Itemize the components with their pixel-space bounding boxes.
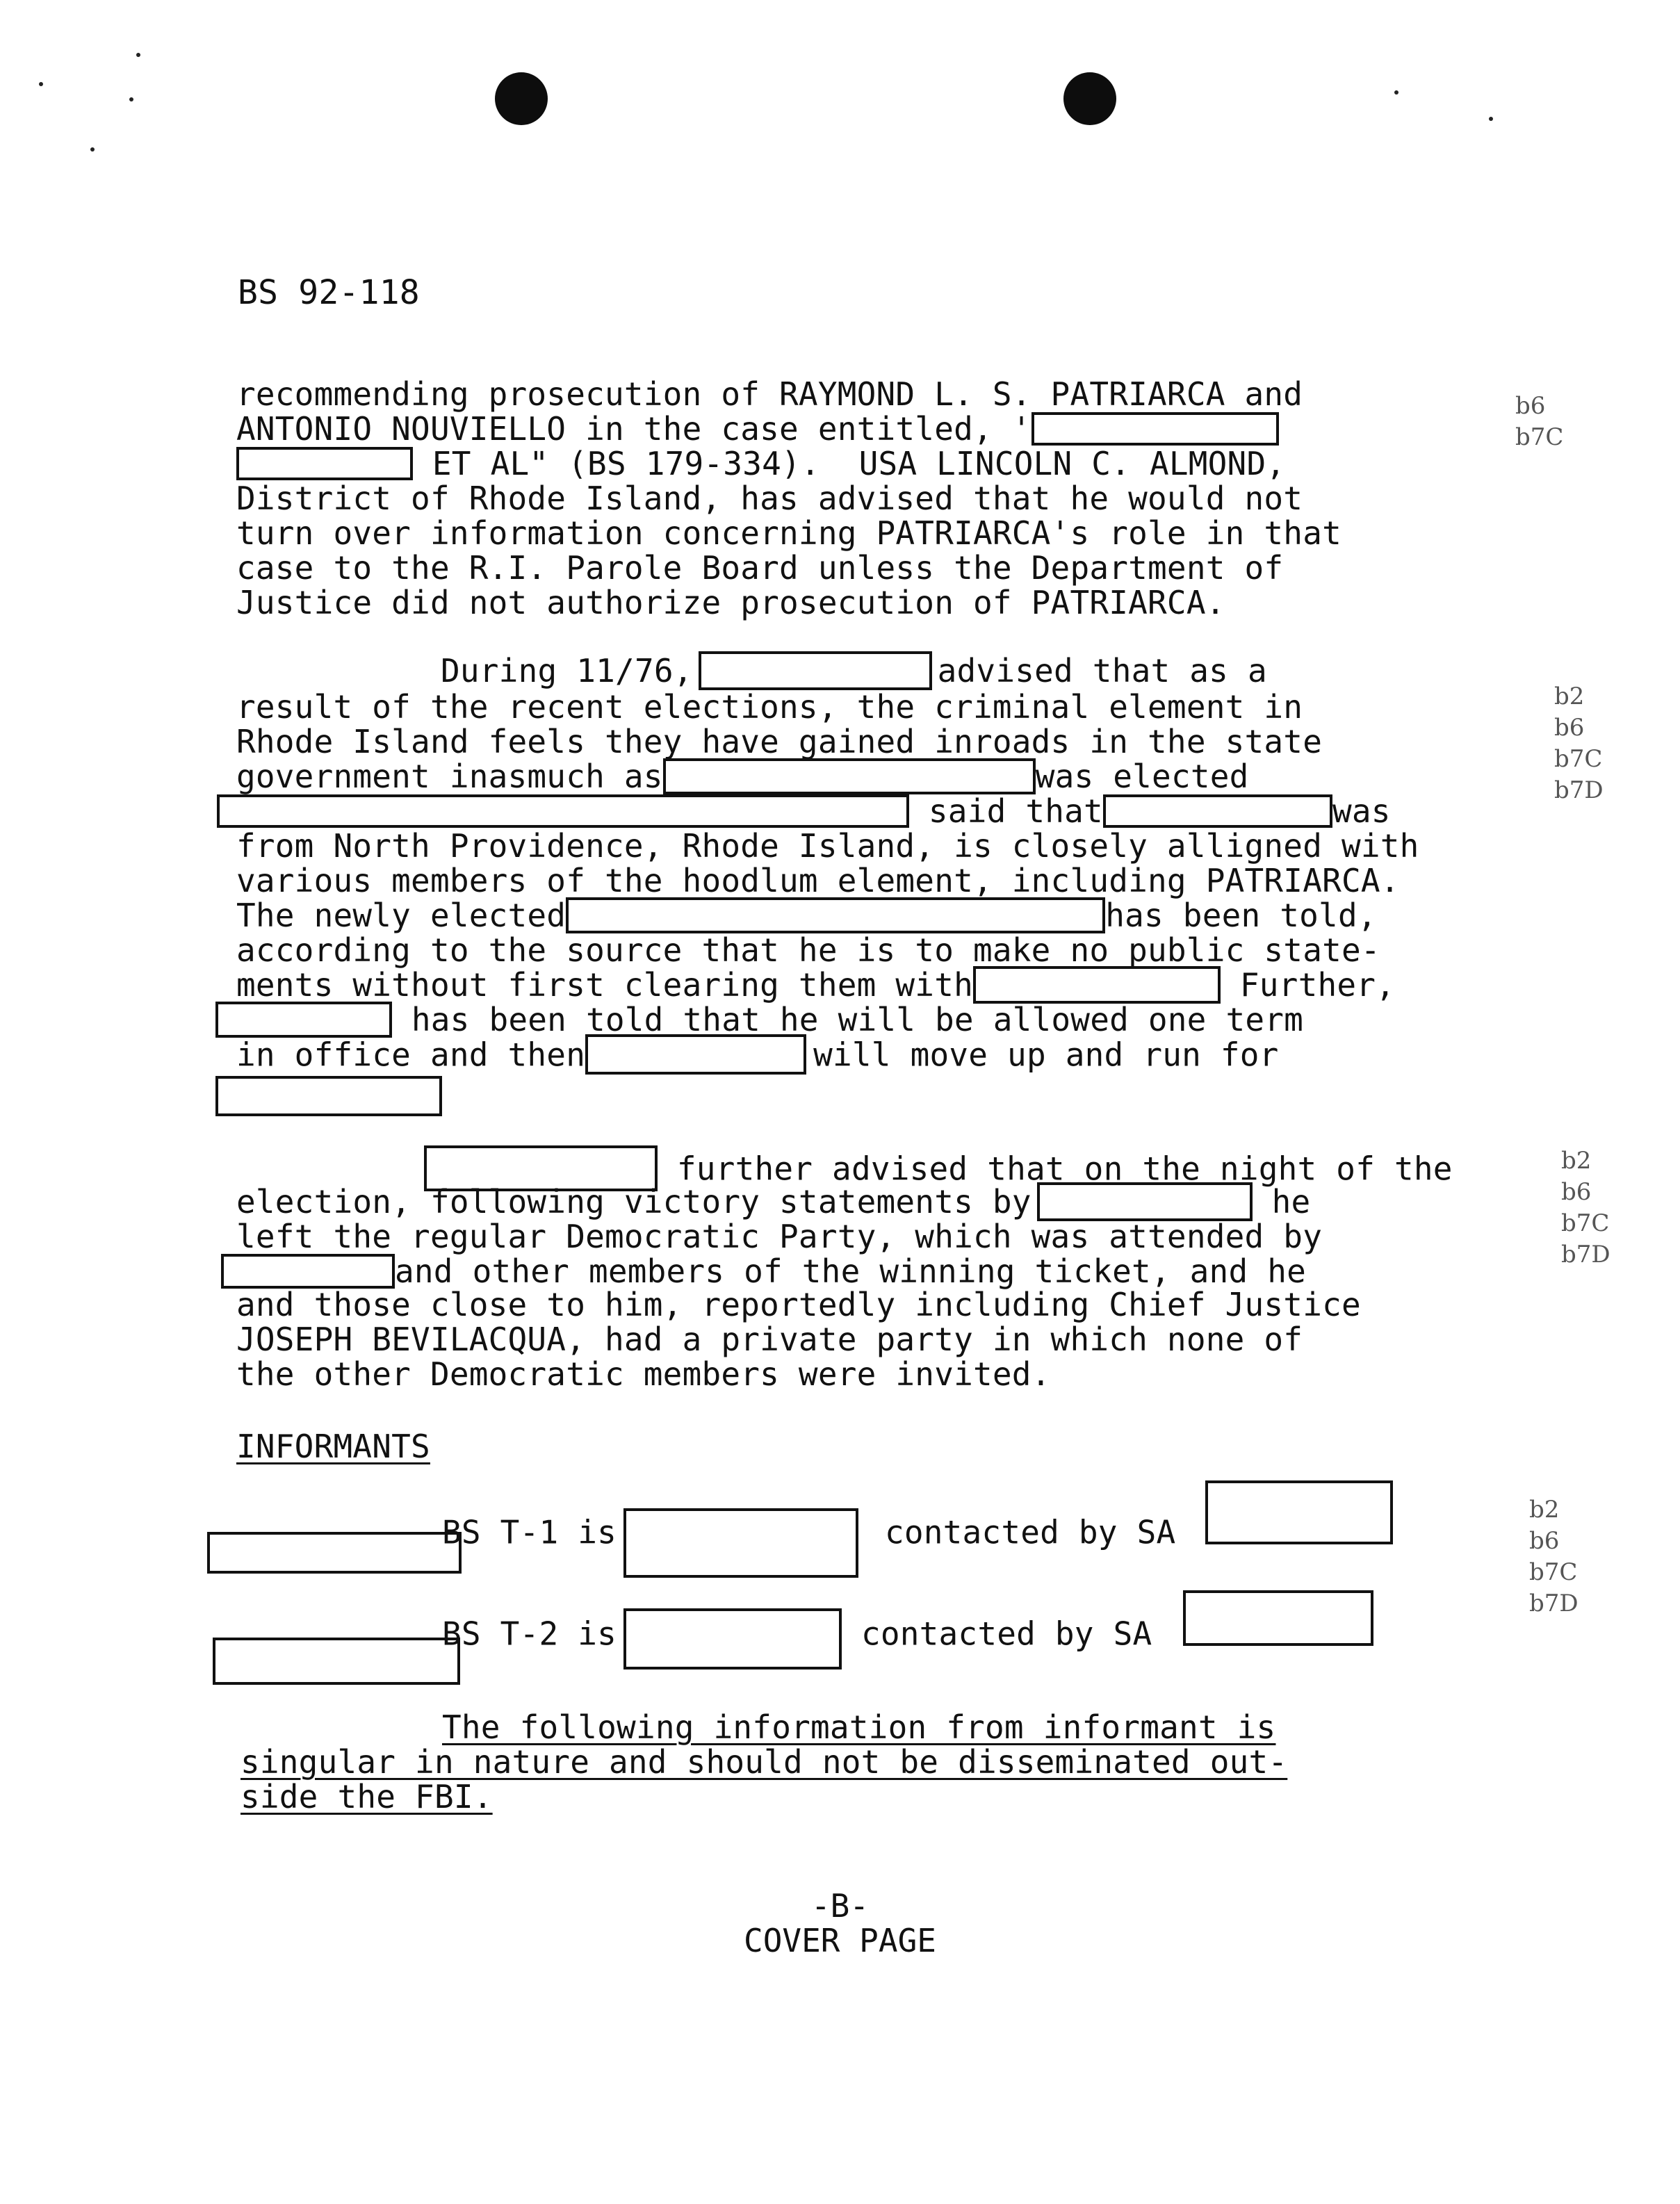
p1-line-5: turn over information concerning PATRIARCA's role in that xyxy=(236,514,1341,552)
p1-line-7: Justice did not authorize prosecution of PATRIARCA. xyxy=(236,584,1225,621)
speck xyxy=(39,82,43,86)
informant-t2-contact: contacted by SA xyxy=(842,1615,1152,1653)
p1-line-3 xyxy=(236,446,1285,483)
p2-line-6: from North Providence, Rhode Island, is closely alligned with xyxy=(236,827,1419,865)
p2-line-3: Rhode Island feels they have gained inroads in the state xyxy=(236,723,1323,760)
p2-line-4a: government inasmuch as xyxy=(236,758,663,795)
redaction-box xyxy=(1037,1182,1253,1221)
p2-line-5 xyxy=(217,794,1391,831)
redaction-box xyxy=(207,1532,462,1574)
p1-line-6: case to the R.I. Parole Board unless the Department of xyxy=(236,549,1284,587)
redaction-box xyxy=(623,1608,842,1670)
p2-line-2: result of the recent elections, the criminal element in xyxy=(236,688,1303,726)
p3-line-2a: election, following victory statements by xyxy=(236,1183,1031,1221)
exemption-code: b7D xyxy=(1529,1590,1579,1617)
speck xyxy=(136,53,140,57)
p2-line-8b: has been told, xyxy=(1105,897,1377,934)
exemption-code: b7C xyxy=(1515,423,1564,451)
speck xyxy=(129,97,133,101)
p3-line-3: left the regular Democratic Party, which was attended by xyxy=(236,1218,1323,1255)
exemption-code: b7D xyxy=(1554,776,1604,804)
redaction-box xyxy=(1103,794,1332,828)
p3-line-1-text: further advised that on the night of the xyxy=(658,1150,1453,1188)
p2-line-10a: ments without first clearing them with xyxy=(236,966,973,1004)
p2-line-1b: advised that as a xyxy=(937,652,1267,689)
redaction-box xyxy=(1183,1590,1373,1646)
page-label: -B- xyxy=(810,1887,870,1925)
redaction-box xyxy=(566,897,1105,933)
informant-t2-label: BS T-2 is xyxy=(442,1615,617,1653)
p2-line-5a: said that xyxy=(909,792,1103,830)
p2-line-1a: During 11/76, xyxy=(441,652,693,689)
notice-line-1: The following information from informant is xyxy=(442,1708,1276,1746)
p2-line-1 xyxy=(441,653,1267,693)
speck xyxy=(1489,117,1493,121)
p2-line-8 xyxy=(236,898,1377,936)
exemption-code: b6 xyxy=(1515,392,1546,420)
exemption-code: b2 xyxy=(1554,683,1585,710)
p3-line-4-text: and other members of the winning ticket, and he xyxy=(395,1252,1307,1290)
p1-line-3-text: ET AL" (BS 179-334). USA LINCOLN C. ALMOND, xyxy=(413,445,1286,482)
p2-line-5b: was xyxy=(1332,792,1391,830)
p3-line-5: and those close to him, reportedly including Chief Justice xyxy=(236,1286,1361,1323)
redaction-box xyxy=(217,794,909,828)
redaction-box xyxy=(585,1034,806,1075)
punch-hole-right xyxy=(1063,72,1116,125)
informant-t1 xyxy=(442,1500,1175,1569)
p3-line-2b: he xyxy=(1252,1183,1311,1221)
p3-line-7: the other Democratic members were invited. xyxy=(236,1355,1051,1393)
redaction-box xyxy=(236,447,413,480)
redaction-box xyxy=(1205,1480,1393,1544)
p2-line-7: various members of the hoodlum element, including PATRIARCA. xyxy=(236,862,1400,899)
redaction-box xyxy=(215,1002,392,1038)
exemption-codes-4 xyxy=(1529,1494,1579,1619)
redaction-box xyxy=(623,1508,858,1578)
exemption-codes-1 xyxy=(1515,391,1563,453)
p2-line-12a: in office and then xyxy=(236,1036,586,1074)
exemption-code: b6 xyxy=(1554,714,1585,742)
punch-hole-left xyxy=(495,72,548,125)
notice-line-3: side the FBI. xyxy=(240,1778,493,1815)
file-number: BS 92-118 xyxy=(238,273,420,312)
p2-line-4 xyxy=(236,759,1249,797)
redaction-box xyxy=(213,1638,460,1685)
p3-line-6: JOSEPH BEVILACQUA, had a private party in which none of xyxy=(236,1321,1303,1358)
p1-line-4: District of Rhode Island, has advised that he would not xyxy=(236,480,1303,517)
exemption-code: b7C xyxy=(1529,1558,1578,1586)
exemption-code: b7D xyxy=(1561,1241,1610,1268)
p2-line-8a: The newly elected xyxy=(236,897,566,934)
redaction-box xyxy=(215,1076,442,1116)
p2-line-12 xyxy=(236,1037,1279,1077)
exemption-code: b2 xyxy=(1561,1147,1592,1175)
speck xyxy=(90,147,95,152)
exemption-codes-2 xyxy=(1554,681,1604,806)
cover-page-label: COVER PAGE xyxy=(744,1922,936,1959)
redaction-box xyxy=(1031,412,1279,446)
p2-line-10b: Further, xyxy=(1221,966,1396,1004)
redaction-box xyxy=(973,966,1221,1004)
informants-heading: INFORMANTS xyxy=(236,1428,430,1465)
p2-line-12b: will move up and run for xyxy=(813,1036,1279,1074)
exemption-codes-3 xyxy=(1561,1145,1610,1271)
exemption-code: b7C xyxy=(1554,745,1603,773)
p2-line-4b: was elected xyxy=(1035,758,1249,795)
redaction-box xyxy=(221,1254,395,1289)
speck xyxy=(1394,90,1398,95)
exemption-code: b7C xyxy=(1561,1209,1610,1237)
p2-line-11-text: has been told that he will be allowed one term xyxy=(392,1001,1304,1038)
notice-line-2: singular in nature and should not be disseminated out- xyxy=(240,1743,1288,1781)
informant-t1-contact: contacted by SA xyxy=(865,1513,1176,1551)
redaction-box xyxy=(663,758,1036,794)
p1-line-2 xyxy=(236,411,1279,448)
p2-line-9: according to the source that he is to make no public state- xyxy=(236,931,1380,969)
exemption-code: b2 xyxy=(1529,1496,1560,1524)
exemption-code: b6 xyxy=(1561,1178,1592,1206)
exemption-code: b6 xyxy=(1529,1527,1560,1555)
informant-t2 xyxy=(442,1606,1152,1667)
informant-t1-label: BS T-1 is xyxy=(442,1513,617,1551)
p1-line-2-text: ANTONIO NOUVIELLO in the case entitled, ' xyxy=(236,410,1031,448)
p1-line-1: recommending prosecution of RAYMOND L. S. PATRIARCA and xyxy=(236,375,1303,413)
redaction-box xyxy=(699,651,932,690)
